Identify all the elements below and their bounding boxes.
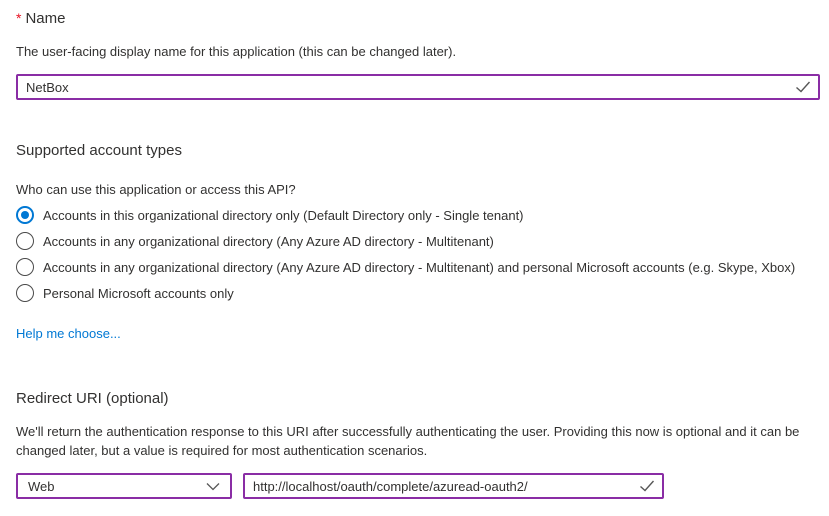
account-types-title: Supported account types <box>16 142 182 159</box>
radio-unselected-icon <box>16 232 34 250</box>
name-title-text: Name <box>25 10 66 27</box>
platform-select-value: Web <box>28 478 55 494</box>
radio-option-multitenant-personal[interactable] <box>16 258 795 276</box>
required-asterisk: * <box>16 10 22 26</box>
radio-unselected-icon <box>16 284 34 302</box>
radio-option-multitenant[interactable] <box>16 232 795 250</box>
radio-option-label: Accounts in this organizational directory only (Default Directory only - Single tenant) <box>43 207 524 223</box>
platform-select[interactable] <box>16 473 232 499</box>
account-types-radio-group <box>16 206 795 310</box>
redirect-uri-description: We'll return the authentication response to this URI after successfully authenticating the user. Providing this now is optional and it can be changed later, but a value is required for most authentication scenarios. <box>16 424 800 458</box>
name-description: The user-facing display name for this application (this can be changed later). <box>16 44 457 59</box>
name-section-title <box>16 10 65 27</box>
radio-option-single-tenant[interactable] <box>16 206 795 224</box>
radio-unselected-icon <box>16 258 34 276</box>
radio-option-personal-only[interactable] <box>16 284 795 302</box>
radio-option-label: Accounts in any organizational directory (Any Azure AD directory - Multitenant) and personal Microsoft accounts (e.g. Skype, Xbox) <box>43 259 796 275</box>
name-field-wrap <box>16 74 820 100</box>
radio-option-label: Accounts in any organizational directory (Any Azure AD directory - Multitenant) <box>43 233 494 249</box>
account-types-question: Who can use this application or access this API? <box>16 182 296 197</box>
redirect-uri-input[interactable] <box>243 473 664 499</box>
help-me-choose-link[interactable]: Help me choose... <box>16 326 121 341</box>
redirect-uri-field-wrap <box>243 473 664 499</box>
radio-selected-icon <box>16 206 34 224</box>
chevron-down-icon <box>206 482 220 491</box>
name-input[interactable] <box>16 74 820 100</box>
radio-option-label: Personal Microsoft accounts only <box>43 285 234 301</box>
redirect-uri-title: Redirect URI (optional) <box>16 390 169 407</box>
